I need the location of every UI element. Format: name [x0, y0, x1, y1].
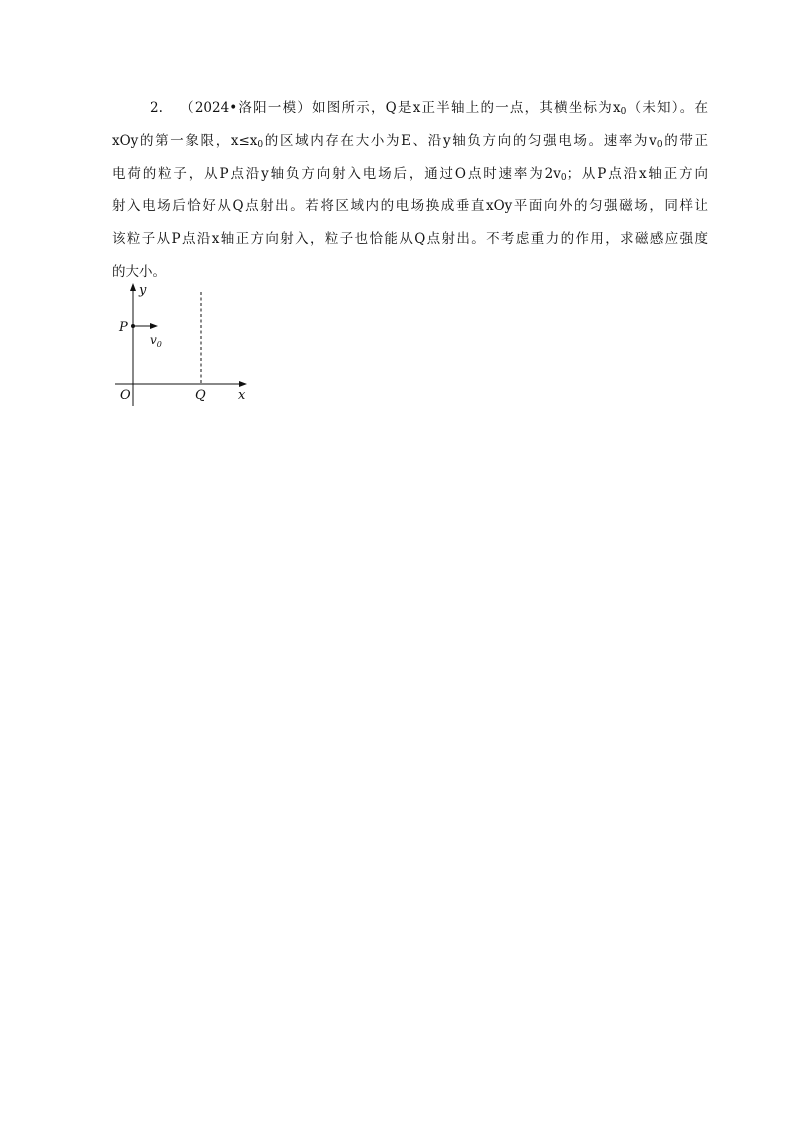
label-q: Q: [195, 388, 206, 403]
problem-line-5: 该粒子从P点沿x轴正方向射入，粒子也恰能从Q点射出。不考虑重力的作用，求磁感应强度: [112, 231, 708, 248]
problem-line-2: xOy的第一象限，$x\le x_0$的区域内存在大小为E、沿y轴负方向的匀强电场。速率为$v_0$的带正: [112, 132, 708, 150]
velocity-arrowhead: [150, 323, 158, 329]
y-axis-arrow: [130, 283, 136, 291]
problem-line-3: 电荷的粒子，从P点沿y轴负方向射入电场后，通过O点时速率为$2v_0$；从P点沿x轴正方向: [112, 165, 708, 183]
label-o: O: [120, 388, 131, 403]
label-x: x: [238, 388, 246, 403]
problem-line-4: 射入电场后恰好从Q点射出。若将区域内的电场换成垂直xOy平面向外的匀强磁场，同样让: [112, 198, 708, 215]
problem-line-1: 2. （2024•洛阳一模）如图所示，Q是x正半轴上的一点，其横坐标为$x_0$（未知）。在: [150, 100, 708, 117]
problem-text: [112, 92, 708, 289]
problem-line-6: 的大小。: [112, 263, 166, 280]
problem-number: 2.: [150, 100, 163, 116]
label-p: P: [119, 320, 128, 335]
diagram-svg: [110, 280, 260, 412]
label-y: y: [139, 283, 147, 298]
x-axis-arrow: [239, 381, 247, 387]
coordinate-diagram: [110, 280, 260, 416]
label-v: $v_0$: [150, 333, 162, 349]
